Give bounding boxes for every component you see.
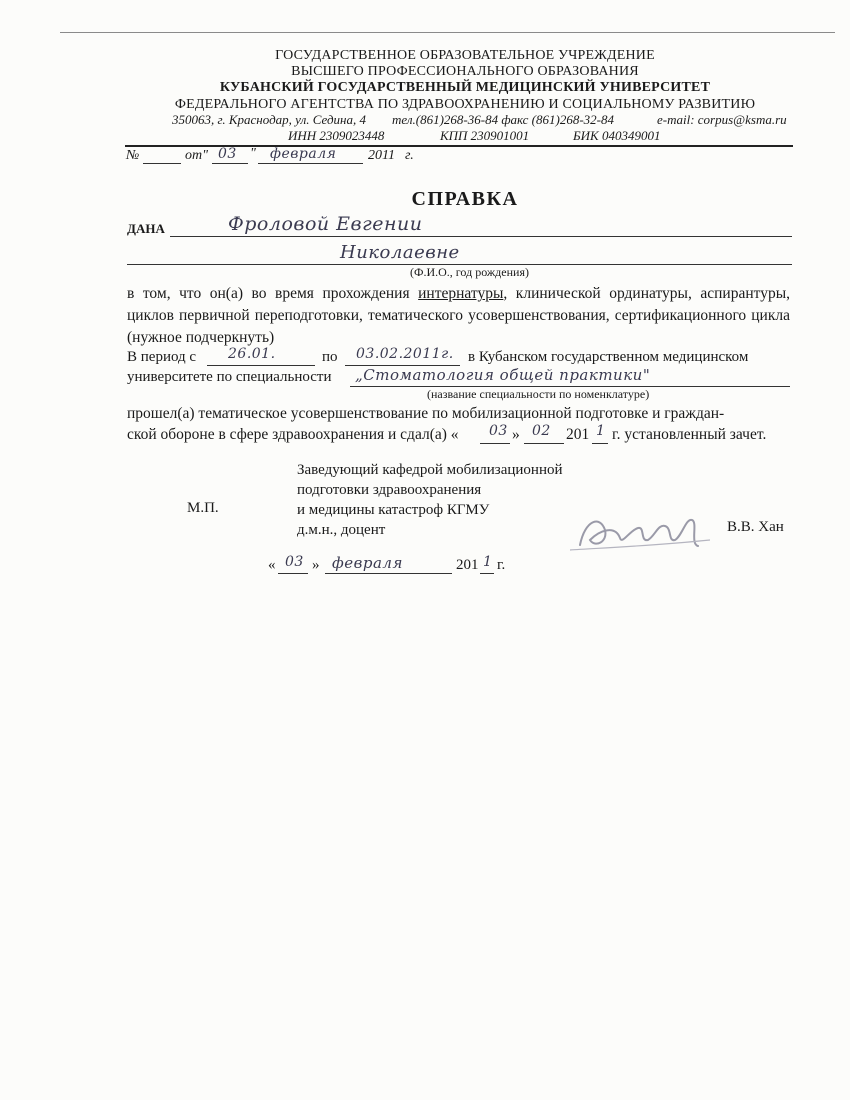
header-line-4: ФЕДЕРАЛЬНОГО АГЕНТСТВА ПО ЗДРАВООХРАНЕНИЮ И СОЦИАЛЬНОМУ РАЗВИТИЮ bbox=[174, 97, 756, 112]
top-rule bbox=[60, 32, 835, 33]
date-open-quote: « bbox=[268, 557, 276, 573]
handwritten-signature bbox=[560, 500, 720, 560]
date-year-digit: 1 bbox=[483, 554, 493, 570]
spec-label: университете по специальности bbox=[127, 369, 332, 385]
p3-line-2-pre: ской обороне в сфере здравоохранения и сдал(а) « bbox=[127, 426, 459, 443]
period-from: 26.01. bbox=[228, 346, 276, 362]
ref-day: 03 bbox=[218, 146, 237, 162]
spec-caption: (название специальности по номенклатуре) bbox=[427, 387, 650, 401]
p3-line-1: прошел(а) тематическое усовершенствование по мобилизационной подготовке и граждан- bbox=[127, 405, 725, 422]
sign-role-1: Заведующий кафедрой мобилизационной bbox=[297, 462, 563, 478]
sign-role-3: и медицины катастроф КГМУ bbox=[297, 502, 490, 518]
ref-year: 2011 bbox=[368, 148, 395, 163]
period-label: В период с bbox=[127, 349, 197, 365]
p3-month-blank bbox=[524, 443, 564, 444]
paragraph-training-type bbox=[127, 283, 790, 349]
date-day: 03 bbox=[285, 554, 304, 570]
period-post: в Кубанском государственном медицинском bbox=[468, 349, 749, 365]
period-to: 03.02.2011г. bbox=[356, 346, 454, 362]
date-day-blank bbox=[278, 573, 308, 574]
p3-day-blank bbox=[480, 443, 510, 444]
p3-quote: » bbox=[512, 426, 520, 443]
period-to-label: по bbox=[322, 349, 338, 365]
university-name: КУБАНСКИЙ ГОСУДАРСТВЕННЫЙ МЕДИЦИНСКИЙ УНИВЕРСИТЕТ bbox=[219, 80, 711, 95]
ref-quote: " bbox=[250, 146, 256, 161]
p3-day: 03 bbox=[489, 423, 508, 439]
recipient-name-line1: Фроловой Евгении bbox=[228, 213, 423, 235]
sign-role-4: д.м.н., доцент bbox=[297, 522, 386, 538]
ref-day-blank bbox=[212, 163, 248, 164]
ref-g: г. bbox=[405, 148, 414, 163]
ref-number-label: № bbox=[126, 148, 140, 163]
kpp: КПП 230901001 bbox=[440, 128, 530, 143]
p1-pre: в том, что он(а) во время прохождения bbox=[127, 285, 419, 302]
phones: тел.(861)268-36-84 факс (861)268-32-84 bbox=[392, 112, 614, 127]
ref-month-blank bbox=[258, 163, 363, 164]
date-year-blank bbox=[480, 573, 494, 574]
p3-year-pre: 201 bbox=[566, 426, 590, 443]
p3-month: 02 bbox=[532, 423, 551, 439]
p3-year-digit: 1 bbox=[596, 423, 606, 439]
date-month: февраля bbox=[332, 554, 403, 572]
date-close-quote: » bbox=[312, 557, 320, 573]
address: 350063, г. Краснодар, ул. Седина, 4 bbox=[172, 112, 366, 127]
stamp-place-label: М.П. bbox=[187, 500, 219, 516]
signer-name: В.В. Хан bbox=[727, 519, 784, 535]
header-line-1: ГОСУДАРСТВЕННОЕ ОБРАЗОВАТЕЛЬНОЕ УЧРЕЖДЕНИЕ bbox=[275, 48, 655, 63]
recipient-name-line2: Николаевне bbox=[340, 242, 460, 263]
p3-post: г. установленный зачет. bbox=[612, 426, 767, 443]
inn: ИНН 2309023448 bbox=[288, 128, 385, 143]
ref-from-label: от" bbox=[185, 148, 208, 163]
p1-post: , клинической ординатуры, аспирантуры, циклов первичной переподготовки, тематического усовершенствования, сертификационного цикла (нужное подчеркнуть) bbox=[127, 285, 790, 346]
date-year-pre: 201 bbox=[456, 557, 479, 573]
bik: БИК 040349001 bbox=[573, 128, 661, 143]
ref-month: февраля bbox=[270, 146, 337, 162]
email: e-mail: corpus@ksma.ru bbox=[657, 112, 787, 127]
name-line-1 bbox=[170, 236, 792, 237]
date-month-blank bbox=[325, 573, 452, 574]
document-title: СПРАВКА bbox=[411, 188, 519, 210]
date-g: г. bbox=[497, 557, 506, 573]
header-line-2: ВЫСШЕГО ПРОФЕССИОНАЛЬНОГО ОБРАЗОВАНИЯ bbox=[291, 64, 639, 79]
period-from-blank bbox=[207, 365, 315, 366]
speciality: „Стоматология общей практики" bbox=[355, 366, 651, 384]
p3-year-blank bbox=[592, 443, 608, 444]
name-caption: (Ф.И.О., год рождения) bbox=[410, 265, 529, 279]
issued-label: ДАНА bbox=[127, 221, 165, 236]
ref-number-blank bbox=[143, 163, 181, 164]
p1-underlined: интернатуры bbox=[418, 285, 504, 302]
sign-role-2: подготовки здравоохранения bbox=[297, 482, 482, 498]
